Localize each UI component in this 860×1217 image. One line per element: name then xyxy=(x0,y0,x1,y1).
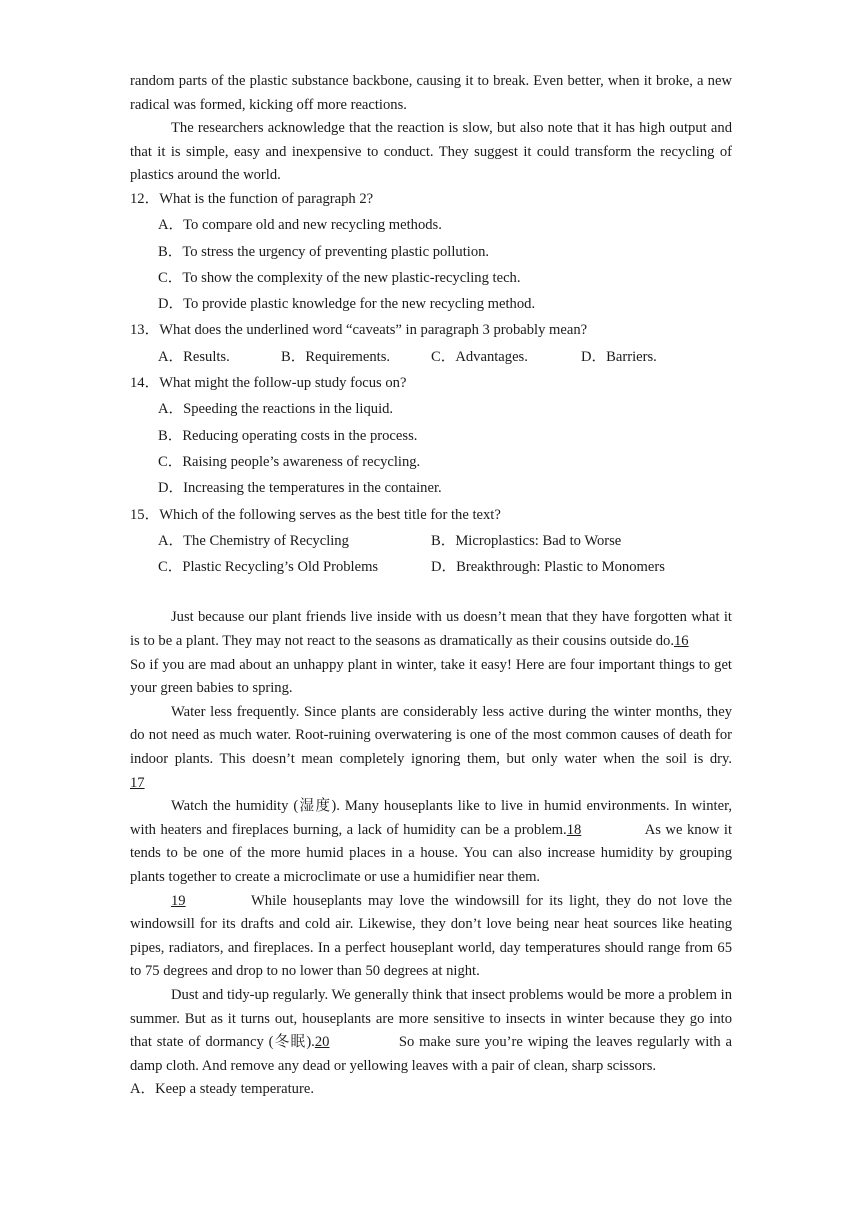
passage-b-paragraph-5 xyxy=(130,984,732,1078)
option-c: C．Raising people’s awareness of recycling. xyxy=(158,453,421,470)
question-stem: 15．Which of the following serves as the best title for the text? xyxy=(130,506,501,523)
blank-18[interactable]: 18 xyxy=(566,821,582,838)
option-a: A．The Chemistry of Recycling xyxy=(158,532,349,549)
question-stem: 12．What is the function of paragraph 2? xyxy=(130,190,374,207)
blank-19[interactable]: 19 xyxy=(171,892,186,909)
question-12 xyxy=(130,188,732,319)
option-b: B．Microplastics: Bad to Worse xyxy=(431,532,622,549)
option-b: B．Requirements. xyxy=(281,348,391,365)
passage-b-paragraph-1 xyxy=(130,606,732,700)
option-a: A．Speeding the reactions in the liquid. xyxy=(158,401,394,418)
question-15 xyxy=(130,504,732,583)
text: Watch the humidity (湿度). Many houseplants like to live in humid environments. In winter, with heaters and fireplaces burning, a lack of humidity can be a problem. xyxy=(130,798,732,838)
blank-17[interactable]: 17 xyxy=(130,774,145,791)
text: While houseplants may love the windowsill for its light, they do not love the windowsill for its drafts and cold air. Likewise, they don’t love being near heat sources like heating pipes, radiators, and fireplaces. In a perfect houseplant world, day temperatures should range from 65 to 75 degrees and drop to no lower than 50 degrees at night. xyxy=(130,892,732,980)
option-a: A．To compare old and new recycling methods. xyxy=(158,217,442,234)
document-page xyxy=(130,70,732,1102)
options-row-1 xyxy=(158,530,732,556)
passage-b xyxy=(130,606,732,1101)
option-c: C．Advantages. xyxy=(431,348,528,365)
option-d: D．To provide plastic knowledge for the new recycling method. xyxy=(158,296,536,313)
option-d: D．Breakthrough: Plastic to Monomers xyxy=(431,559,665,576)
blank-16[interactable]: 16 xyxy=(674,633,689,650)
question-stem: 14．What might the follow-up study focus on? xyxy=(130,375,407,392)
passage-b-paragraph-2 xyxy=(130,701,732,795)
option-c: C．Plastic Recycling’s Old Problems xyxy=(158,559,379,576)
blank-20[interactable]: 20 xyxy=(314,1034,330,1051)
option-c: C．To show the complexity of the new plastic-recycling tech. xyxy=(158,269,521,286)
option-a: A．Results. xyxy=(158,348,230,365)
question-stem: 13．What does the underlined word “caveats” in paragraph 3 probably mean? xyxy=(130,322,588,339)
option-d: D．Barriers. xyxy=(581,348,657,365)
passage-a-paragraph-tail: random parts of the plastic substance backbone, causing it to break. Even better, when it broke, a new radical was formed, kicking off more reactions. xyxy=(130,73,732,113)
options-row xyxy=(158,346,732,372)
question-14 xyxy=(130,372,732,503)
text: So if you are mad about an unhappy plant in winter, take it easy! Here are four important things to get your green babies to spring. xyxy=(130,656,732,697)
passage-b-paragraph-3 xyxy=(130,795,732,889)
options-row-2 xyxy=(158,556,732,582)
passage-a-paragraph-conclusion: The researchers acknowledge that the reaction is slow, but also note that it has high output and that it is simple, easy and inexpensive to conduct. They suggest it could transform the recycling of plastics around the world. xyxy=(130,120,732,184)
choice-option-a: A．Keep a steady temperature. xyxy=(130,1081,314,1098)
text: So make sure you’re wiping the leaves regularly with a damp cloth. And remove any dead or yellowing leaves with a pair of clean, sharp scissors. xyxy=(130,1034,732,1074)
question-13 xyxy=(130,319,732,372)
text: As we know it tends to be one of the more humid places in a house. You can also increase humidity by grouping plants together to create a microclimate or use a humidifier near them. xyxy=(130,821,732,885)
text: Dust and tidy-up regularly. We generally think that insect problems would be more a problem in summer. But as it turns out, houseplants are more sensitive to insects in winter because they go into that state of dormancy (冬眠). xyxy=(130,986,732,1051)
option-b: B．Reducing operating costs in the process. xyxy=(158,427,418,444)
option-b: B．To stress the urgency of preventing plastic pollution. xyxy=(158,243,490,260)
passage-b-paragraph-4 xyxy=(130,890,732,984)
section-gap xyxy=(130,582,732,606)
text: Water less frequently. Since plants are considerably less active during the winter months, they do not need as much water. Root-ruining overwatering is one of the most common causes of death for indoor plants. This doesn’t mean completely ignoring them, but only water when the soil is dry. xyxy=(130,703,732,767)
text: Just because our plant friends live inside with us doesn’t mean that they have forgotten what it is to be a plant. They may not react to the seasons as dramatically as their cousins outside do. xyxy=(130,609,732,650)
option-d: D．Increasing the temperatures in the container. xyxy=(158,480,442,497)
